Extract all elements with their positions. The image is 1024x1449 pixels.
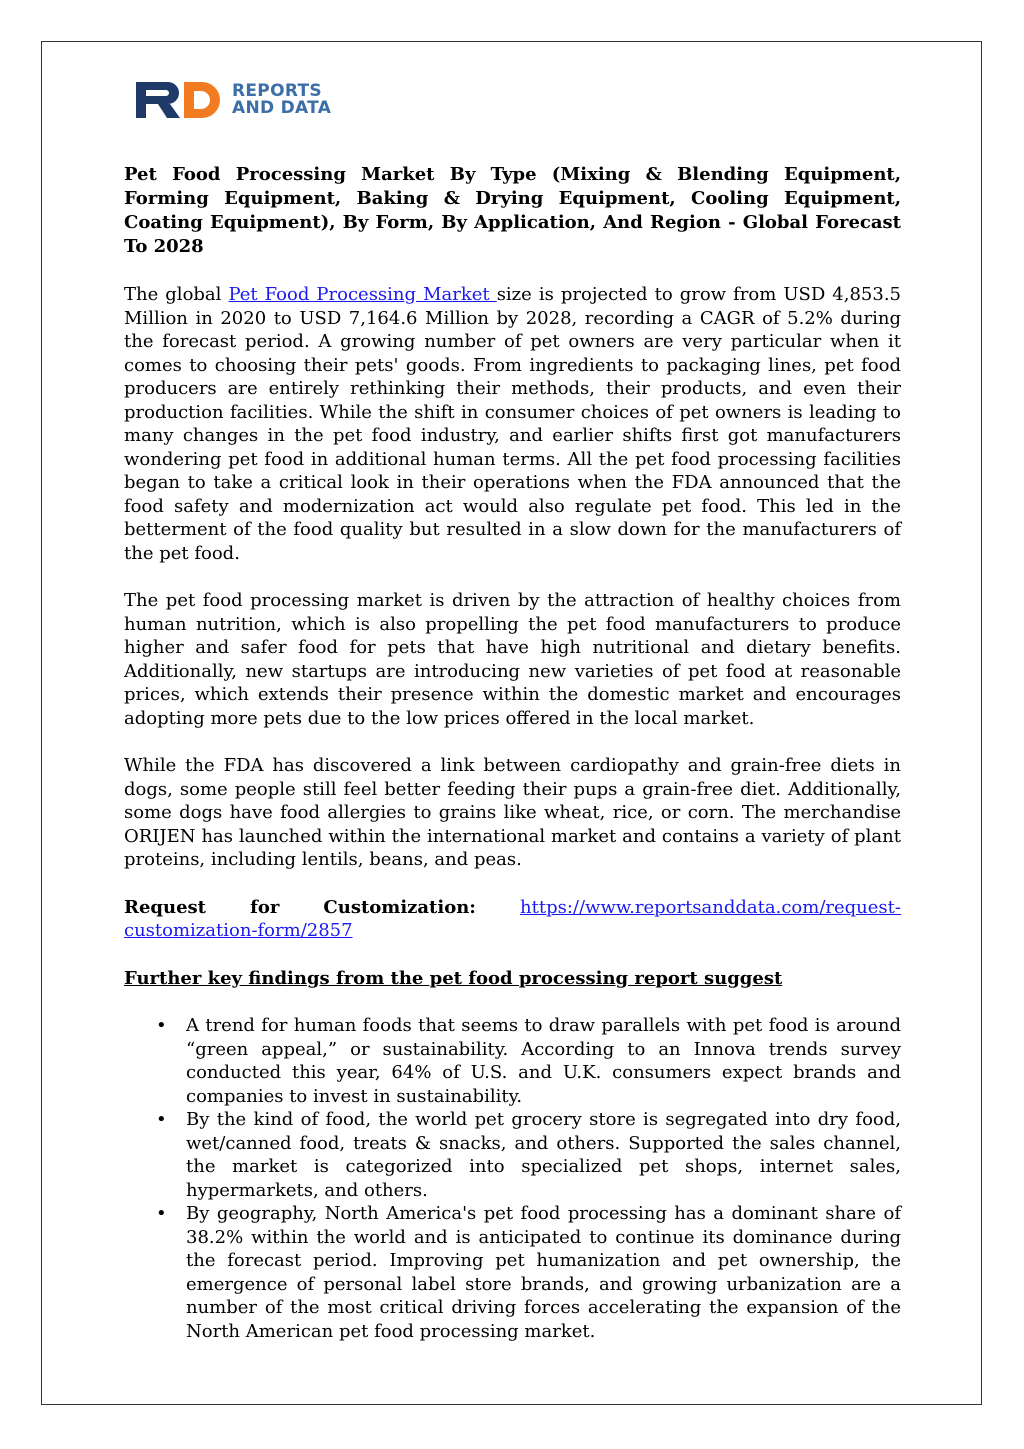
list-item-text: By geography, North America's pet food processing has a dominant share of 38.2% within the world and is anticipated to continue its dominance during the forecast period. Improving pet humanization and pet ownership, the emergence of personal label store brands, and growing urbanization are a number of the most critical driving forces accelerating the expansion of the North American pet food processing market. <box>186 1203 901 1342</box>
logo-line-reports: REPORTS <box>232 81 322 101</box>
intro-before-link: The global <box>124 284 229 305</box>
bullet-icon: • <box>156 1109 167 1130</box>
customization-link-part1[interactable]: https://www.reportsanddata.com/request- <box>520 896 901 918</box>
fda-paragraph: While the FDA has discovered a link between cardiopathy and grain-free diets in dogs, some people still feel better feeding their pups a grain-free diet. Additionally, some dogs have food allergies to grains like wheat, rice, or corn. The merchandise ORIJEN has launched within the international market and contains a variety of plant proteins, including lentils, beans, and peas. <box>124 755 901 870</box>
report-title: Pet Food Processing Market By Type (Mixing & Blending Equipment, Forming Equipment, Baking & Drying Equipment, Cooling Equipment, Coating Equipment), By Form, By Application, And Region - Global Forecast To 2028 <box>124 164 901 257</box>
intro-paragraph <box>124 283 901 565</box>
findings-heading: Further key findings from the pet food processing report suggest <box>124 967 783 989</box>
request-label-word2: for <box>250 896 280 918</box>
logo-wordmark <box>232 83 331 117</box>
rd-logo-icon <box>136 80 228 120</box>
list-item-text: By the kind of food, the world pet grocery store is segregated into dry food, wet/canned food, treats & snacks, and others. Supported the sales channel, the market is categorized into specialized pet shops, internet sales, hypermarkets, and others. <box>186 1109 901 1201</box>
list-item <box>124 1108 901 1202</box>
intro-after-link: size is projected to grow from USD 4,853.5 Million in 2020 to USD 7,164.6 Million by 2028, recording a CAGR of 5.2% during the forecast period. A growing number of pet owners are very particular when it comes to choosing their pets' goods. From ingredients to packaging lines, pet food producers are entirely rethinking their methods, their products, and even their production facilities. While the shift in consumer choices of pet owners is leading to many changes in the pet food industry, and earlier shifts first got manufacturers wondering pet food in additional human terms. All the pet food processing facilities began to take a critical look in their operations when the FDA announced that the food safety and modernization act would also regulate pet food. This led in the betterment of the food quality but resulted in a slow down for the manufacturers of the pet food. <box>124 284 901 564</box>
document-body <box>124 163 901 1343</box>
findings-list <box>124 1014 901 1343</box>
list-item-text: A trend for human foods that seems to draw parallels with pet food is around “green appeal,” or sustainability. According to an Innova trends survey conducted this year, 64% of U.S. and U.K. consumers expect brands and companies to invest in sustainability. <box>186 1015 901 1107</box>
request-label-word3: Customization: <box>323 896 476 918</box>
market-report-link[interactable]: Pet Food Processing Market <box>228 284 497 305</box>
list-item <box>124 1014 901 1108</box>
list-item <box>124 1202 901 1343</box>
reports-and-data-logo[interactable] <box>136 80 331 120</box>
customization-link-part2[interactable]: customization-form/2857 <box>124 920 353 941</box>
bullet-icon: • <box>156 1015 167 1036</box>
bullet-icon: • <box>156 1203 167 1224</box>
drivers-paragraph: The pet food processing market is driven by the attraction of healthy choices from human nutrition, which is also propelling the pet food manufacturers to produce higher and safer food for pets that have high nutritional and dietary benefits. Additionally, new startups are introducing new varieties of pet food at reasonable prices, which extends their presence within the domestic market and encourages adopting more pets due to the low prices offered in the local market. <box>124 590 901 729</box>
request-label-word1: Request <box>124 896 206 918</box>
logo-line-and-data: AND DATA <box>232 98 332 118</box>
request-customization <box>124 896 901 943</box>
